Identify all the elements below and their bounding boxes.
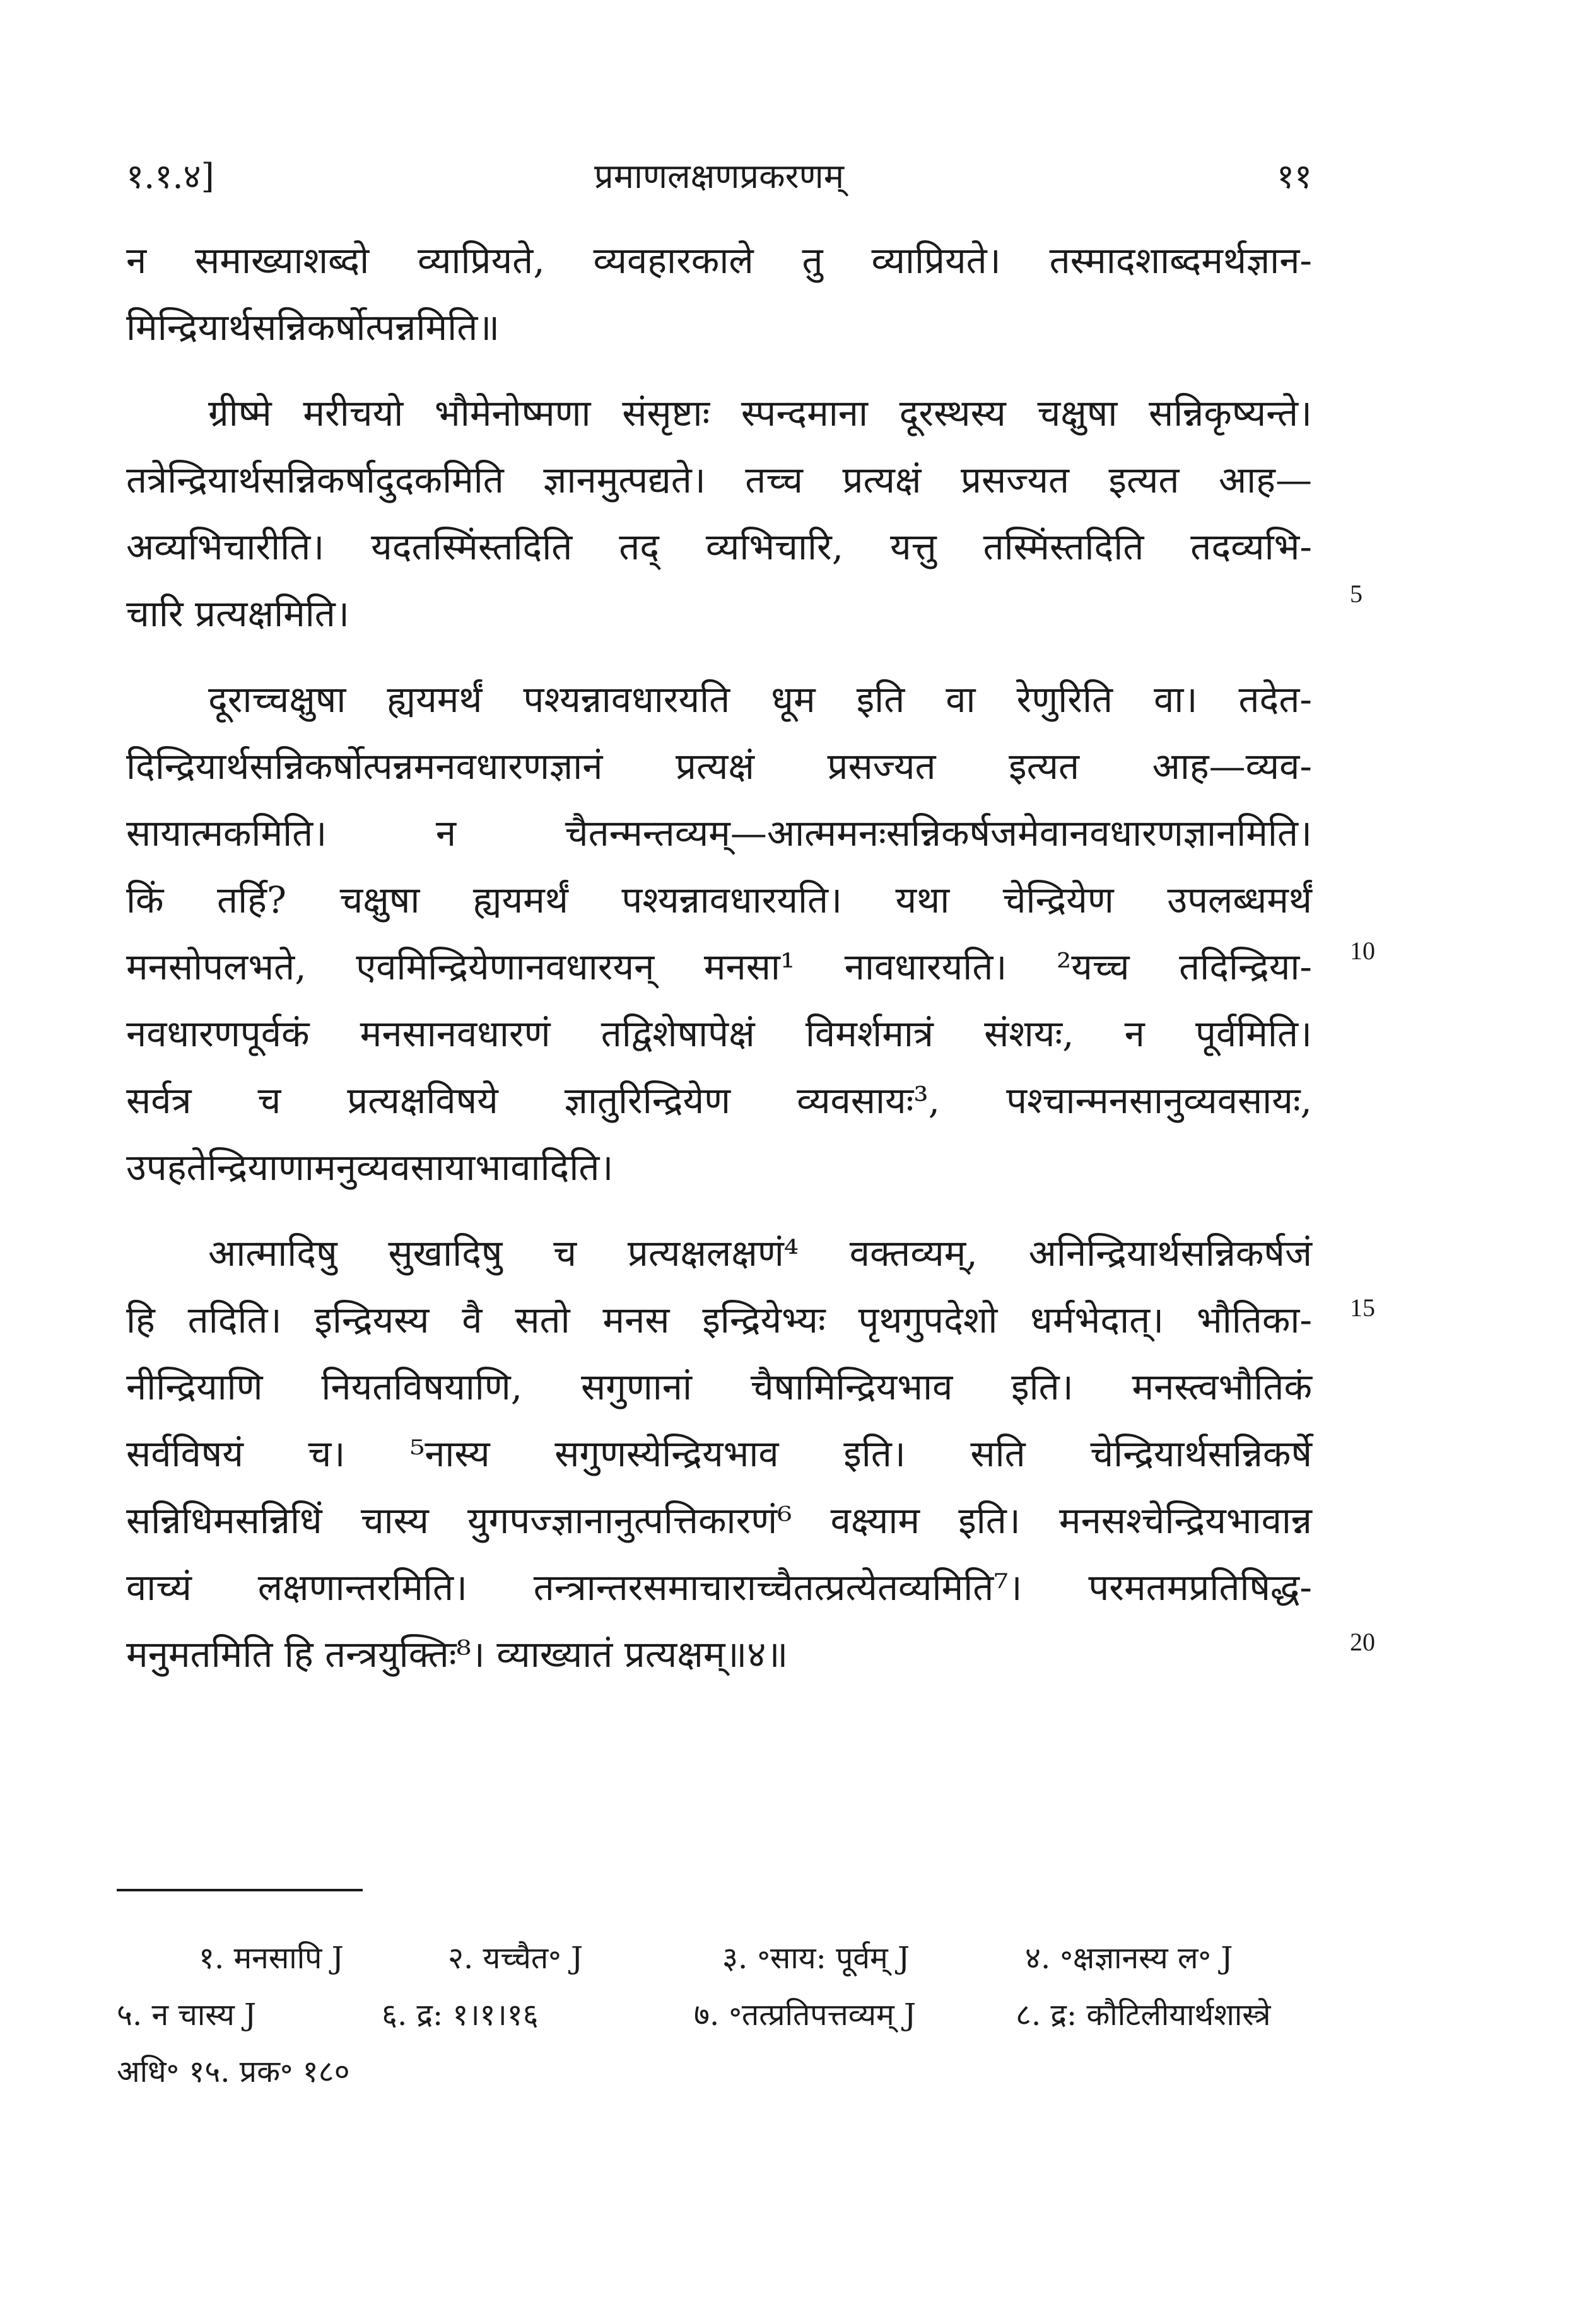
section-reference: १.१.४] xyxy=(126,156,214,196)
footnote-1: १. मनसापि J xyxy=(199,1941,344,1976)
footnotes xyxy=(117,1930,1315,2100)
text-line: तत्रेन्द्रियार्थसन्निकर्षादुदकमिति ज्ञानमुत्पद्यते। तच्च प्रत्यक्षं प्रसज्यत इत्यत आह— xyxy=(126,458,1312,501)
text-line: दिन्द्रियार्थसन्निकर्षोत्पन्नमनवधारणज्ञानं प्रत्यक्षं प्रसज्यत इत्यत आह—व्यव- xyxy=(126,745,1312,788)
footnote-separator xyxy=(117,1889,363,1891)
text-line: सर्वत्र च प्रत्यक्षविषये ज्ञातुरिन्द्रियेण व्यवसायः³, पश्चान्मनसानुव्यवसायः, xyxy=(126,1079,1312,1122)
text-line: सर्वविषयं च। ⁵नास्य सगुणस्येन्द्रियभाव इति। सति चेन्द्रियार्थसन्निकर्षे xyxy=(126,1432,1312,1475)
text-line: मिन्द्रियार्थसन्निकर्षोत्पन्नमिति॥ xyxy=(126,306,500,349)
footnote-row xyxy=(117,1930,1315,1987)
text-line: वाच्यं लक्षणान्तरमिति। तन्त्रान्तरसमाचाराच्चैतत्प्रत्येतव्यमिति⁷। परमतमप्रतिषिद्ध- xyxy=(126,1566,1312,1609)
text-line: अव्यभिचारीति। यदतस्मिंस्तदिति तद् व्यभिचारि, यत्तु तस्मिंस्तदिति तदव्यभि- xyxy=(126,525,1312,568)
text-line: किं तर्हि? चक्षुषा ह्ययमर्थं पश्यन्नावधारयति। यथा चेन्द्रियेण उपलब्धमर्थं xyxy=(126,879,1312,921)
text-line: उपहतेन्द्रियाणामनुव्यवसायाभावादिति। xyxy=(126,1146,614,1189)
text-line: दूराच्चक्षुषा ह्ययमर्थं पश्यन्नावधारयति धूम इति वा रेणुरिति वा। तदेत- xyxy=(208,678,1312,721)
page-title: प्रमाणलक्षणप्रकरणम् xyxy=(594,156,845,196)
text-line: सन्निधिमसन्निधिं चास्य युगपज्ज्ञानानुत्पत्तिकारणं⁶ वक्ष्याम इति। मनसश्चेन्द्रियभावान्न xyxy=(126,1499,1312,1542)
text-line: न समाख्याशब्दो व्याप्रियते, व्यवहारकाले तु व्याप्रियते। तस्मादशाब्दमर्थज्ञान- xyxy=(126,239,1312,282)
text-line: सायात्मकमिति। न चैतन्मन्तव्यम्—आत्ममनःसन्निकर्षजमेवानवधारणज्ञानमिति। xyxy=(126,812,1312,855)
text-line: मनुमतमिति हि तन्त्रयुक्तिः⁸। व्याख्यातं प्रत्यक्षम्॥४॥ xyxy=(126,1633,788,1676)
page-number: ११ xyxy=(1276,156,1312,196)
footnote-2: २. यच्चैत॰ J xyxy=(448,1941,583,1976)
footnote-5: ५. न चास्य J xyxy=(117,1997,257,2033)
footnote-3: ३. ॰साय: पूर्वम् J xyxy=(722,1941,910,1976)
footnote-6: ६. द्र: १।१।१६ xyxy=(382,1997,539,2033)
footnote-7: ७. ॰तत्प्रतिपत्तव्यम् J xyxy=(694,1997,917,2033)
running-header xyxy=(126,151,1312,202)
footnote-8: ८. द्र: कौटिलीयार्थशास्त्रे xyxy=(1016,1997,1271,2033)
footnote-row xyxy=(117,1987,1315,2043)
text-line: चारि प्रत्यक्षमिति। xyxy=(126,592,349,635)
main-text xyxy=(126,227,1312,1688)
text-line: मनसोपलभते, एवमिन्द्रियेणानवधारयन् मनसा¹ नावधारयति। ²यच्च तदिन्द्रिया- xyxy=(126,945,1312,988)
line-number-20: 20 xyxy=(1350,1628,1375,1656)
text-line: हि तदिति। इन्द्रियस्य वै सतो मनस इन्द्रियेभ्यः पृथगुपदेशो धर्मभेदात्। भौतिका- xyxy=(126,1299,1312,1341)
text-line: आत्मादिषु सुखादिषु च प्रत्यक्षलक्षणं⁴ वक्तव्यम्, अनिन्द्रियार्थसन्निकर्षजं xyxy=(208,1232,1312,1275)
text-line: ग्रीष्मे मरीचयो भौमेनोष्मणा संसृष्टाः स्पन्दमाना दूरस्थस्य चक्षुषा सन्निकृष्यन्ते। xyxy=(208,392,1312,435)
line-number-5: 5 xyxy=(1350,580,1363,608)
footnote-4: ४. ॰क्षज्ञानस्य ल॰ J xyxy=(1025,1941,1233,1976)
line-number-15: 15 xyxy=(1350,1293,1375,1322)
text-line: नीन्द्रियाणि नियतविषयाणि, सगुणानां चैषामिन्द्रियभाव इति। मनस्त्वभौतिकं xyxy=(126,1365,1312,1408)
footnote-row xyxy=(117,2043,1315,2100)
text-line: नवधारणपूर्वकं मनसानवधारणं तद्विशेषापेक्षं विमर्शमात्रं संशयः, न पूर्वमिति। xyxy=(126,1012,1312,1055)
line-number-10: 10 xyxy=(1350,937,1375,965)
footnote-8-continuation: अधि॰ १५. प्रक॰ १८० xyxy=(117,2054,350,2089)
